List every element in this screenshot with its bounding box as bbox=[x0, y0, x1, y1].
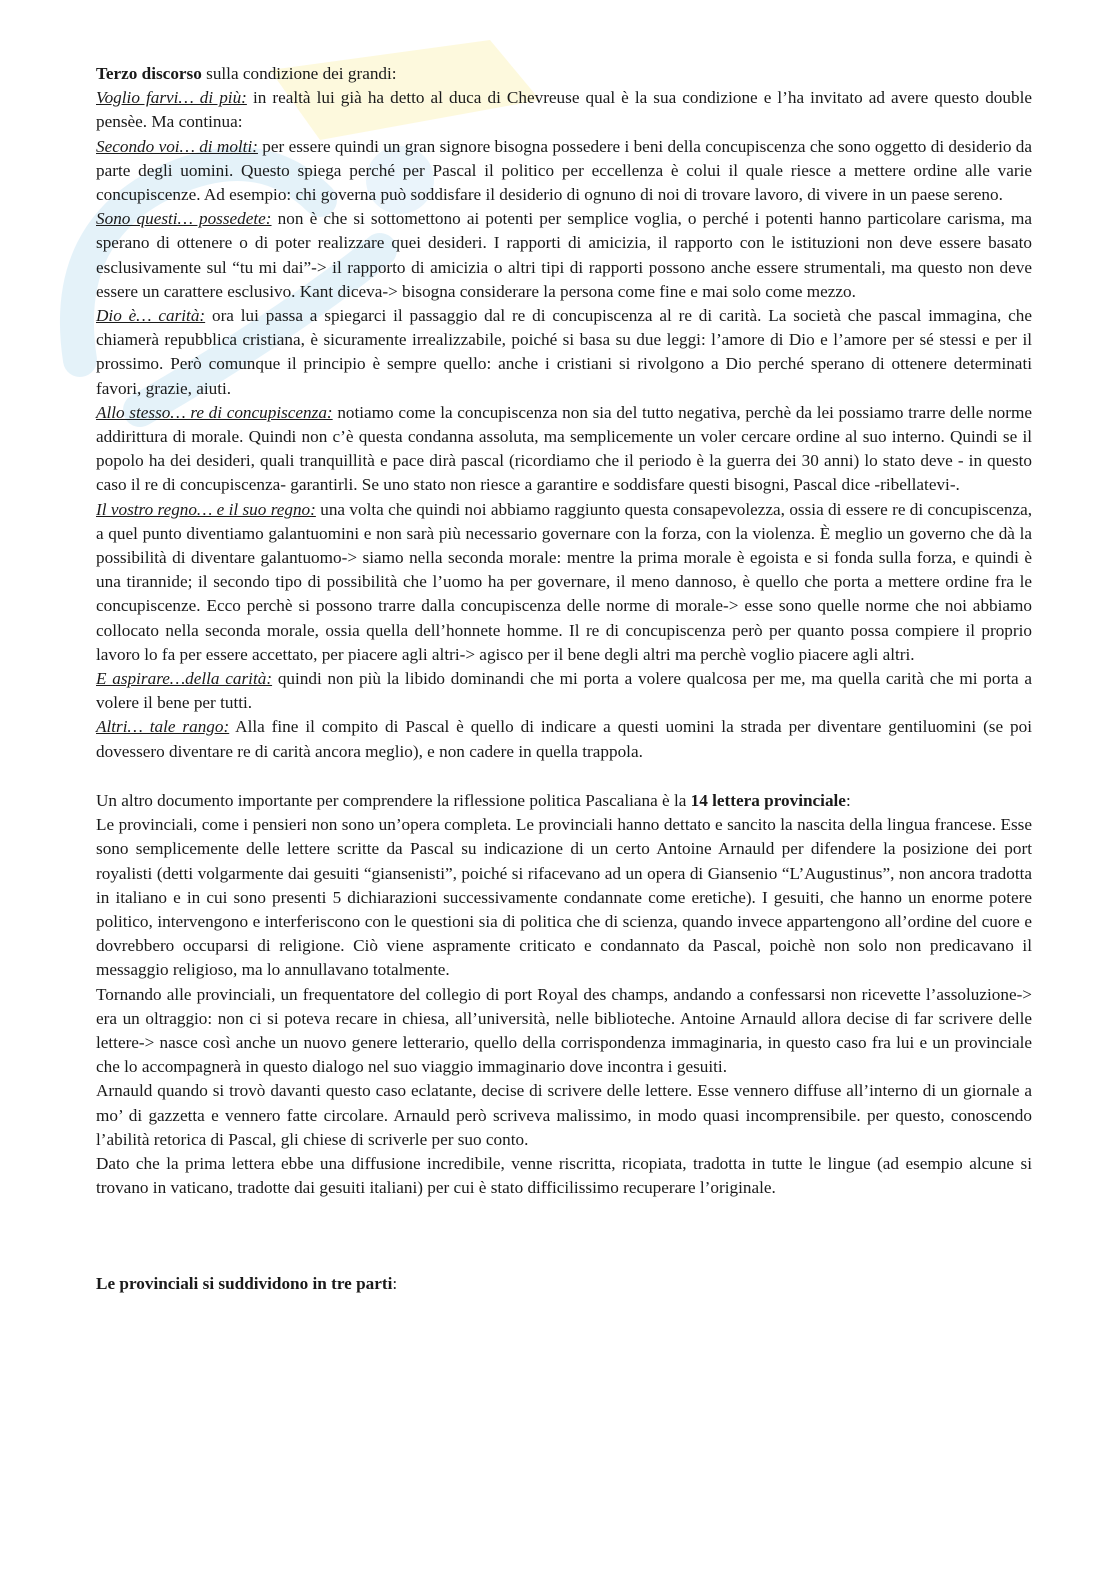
body-paragraph: Le provinciali, come i pensieri non sono un’opera completa. Le provinciali hanno dettato e sancito la nascita della lingua francese. Esse sono semplicemente delle lettere scritte da Pascal su indicazione di un certo Antoine Arnauld per difendere la posizione dei port royalisti (detti volgarmente dai gesuiti “giansenisti”, poiché si rifacevano ad un opera di Giansenio “L’Augustinus”, non ancora tradotta in italiano e in cui sono presenti 5 dichiarazioni successivamente condannate come eretiche). I gesuiti, che hanno un enorme potere politico, intervengono e interferiscono con le questioni sia di politica che di scienza, quando invece appartengono all’ordine del cuore e dovrebbero occuparsi di religione. Ciò viene aspramente criticato e condannato da Pascal, poichè non solo non predicavano il messaggio religioso, ma lo annullavano totalmente. bbox=[96, 815, 1032, 980]
quote-reference: Il vostro regno… e il suo regno: bbox=[96, 499, 316, 519]
quote-reference: Allo stesso… re di concupiscenza: bbox=[96, 402, 333, 422]
quote-reference: E aspirare…della carità: bbox=[96, 669, 273, 689]
commentary-paragraph: Altri… tale rango: Alla fine il compito di Pascal è quello di indicare a questi uomini la strada per diventare gentiluomini (se poi dovessero diventare re di carità ancora meglio), e non cadere in quella trappola. bbox=[96, 717, 1032, 761]
spacer bbox=[96, 1200, 1032, 1272]
commentary-paragraph: Voglio farvi… di più: in realtà lui già ha detto al duca di Chevreuse qual è la sua condizione e l’ha invitato ad avere questo double pensèe. Ma continua: bbox=[96, 88, 1032, 132]
spacer bbox=[96, 764, 1032, 789]
commentary-paragraph: Il vostro regno… e il suo regno: una volta che quindi noi abbiamo raggiunto questa consapevolezza, ossia di essere re di concupiscenza, a quel punto diventiamo galantuomini e non sarà più necessario governare con la forza, con la violenza. È meglio un governo che dà la possibilità di diventare galantuomo-> siamo nella seconda morale: mentre la prima morale è egoista e si fonda sulla forza, e quindi è una tirannide; il secondo tipo di possibilità che l’uomo ha per governare, il meno dannoso, è quello che porta a mettere ordine fra le concupiscenze. Ecco perchè si possono trarre dalla concupiscenza delle norme di morale-> esse sono quelle norme che noi abbiamo collocato nella seconda morale, ossia quella dell’honnete homme. Il re di concupiscenza però per quanto possa compiere il proprio lavoro lo fa per essere accettato, per piacere agli altri-> agisco per il bene degli altri ma perchè voglio piacere agli altri. bbox=[96, 499, 1032, 664]
commentary-paragraph: Dio è… carità: ora lui passa a spiegarci il passaggio dal re di concupiscenza al re di carità. La società che pascal immagina, che chiamerà repubblica cristiana, è sicuramente irrealizzabile, poiché si basa su due leggi: l’amore di Dio e l’amore per sé stessi e per il prossimo. Però comunque il principio è sempre quello: anche i cristiani si rivolgono a Dio perché sperano di ottenere determinati favori, grazie, aiuti. bbox=[96, 306, 1032, 398]
body-paragraph: Tornando alle provinciali, un frequentatore del collegio di port Royal des champs, andando a confessarsi non ricevette l’assoluzione-> era un oltraggio: non ci si poteva recare in chiesa, all’università, nelle biblioteche. Antoine Arnauld allora decise di far scrivere delle lettere-> nasce così anche un nuovo genere letterario, quello della corrispondenza immaginaria, in questo caso fra lui e un provinciale che lo accompagnerà in questo dialogo nel suo viaggio immaginario dove incontra i gesuiti. bbox=[96, 984, 1032, 1077]
quote-reference: Secondo voi… di molti: bbox=[96, 136, 258, 156]
quote-reference: Altri… tale rango: bbox=[96, 717, 230, 737]
body-paragraph: Arnauld quando si trovò davanti questo caso eclatante, decise di scrivere delle lettere. Esse vennero diffuse all’interno di un giornale a mo’ di gazzetta e vennero fatte circolare. Arnauld però scriveva malissimo, in modo quasi incomprensibile. per questo, conoscendo l’abilità retorica di Pascal, gli chiese di scriverle per suo conto. bbox=[96, 1081, 1032, 1149]
intro-paragraph: Un altro documento importante per comprendere la riflessione politica Pascaliana è la 14 lettera provinciale: bbox=[96, 790, 851, 810]
quote-reference: Sono questi… possedete: bbox=[96, 209, 272, 229]
commentary-paragraph: Allo stesso… re di concupiscenza: notiamo come la concupiscenza non sia del tutto negativa, perchè da lei possiamo trarre delle norme addirittura di morale. Quindi non c’è questa condanna assoluta, ma semplicemente un voler cercare ordine al suo interno. Quindi se il popolo ha dei desideri, quali tranquillità e pace dirà pascal (ricordiamo che il periodo è la guerra dei 30 anni) lo stato deve - in questo caso il re di concupiscenza- garantirli. Se uno stato non riesce a garantire e soddisfare questi bisogni, Pascal dice -ribellatevi-. bbox=[96, 402, 1032, 495]
quote-reference: Voglio farvi… di più: bbox=[96, 88, 247, 108]
commentary-paragraph: Secondo voi… di molti: per essere quindi un gran signore bisogna possedere i beni della concupiscenza che sono oggetto di desiderio da parte degli uomini. Questo spiega perché per Pascal il politico per eccellenza è colui il quale riesce a mettere ordine alle varie concupiscenze. Ad esempio: chi governa può soddisfare il desiderio di ognuno di noi di trovare lavoro, di vivere in un paese sereno. bbox=[96, 136, 1033, 205]
body-paragraph: Dato che la prima lettera ebbe una diffusione incredibile, venne riscritta, ricopiata, tradotta in tutte le lingue (ad esempio alcune si trovano in vaticano, tradotte dai gesuiti italiani) per cui è stato difficilissimo recuperare l’originale. bbox=[96, 1153, 1032, 1198]
document-page bbox=[96, 62, 1032, 1297]
commentary-paragraph: Sono questi… possedete: non è che si sottomettono ai potenti per semplice voglia, o perché i potenti hanno particolare carisma, ma sperano di ottenere o di poter realizzare quei desideri. I rapporti di amicizia, il rapporto con le istituzioni non deve essere basato esclusivamente sul “tu mi dai”-> il rapporto di amicizia o altri tipi di rapporti possono anche essere strumentali, ma questo non deve essere un carattere esclusivo. Kant diceva-> bisogna considerare la persona come fine e mai solo come mezzo. bbox=[96, 209, 1032, 301]
commentary-paragraph: E aspirare…della carità: quindi non più la libido dominandi che mi porta a volere qualcosa per me, ma quella carità che mi porta a volere il bene per tutti. bbox=[96, 669, 1032, 713]
quote-reference: Dio è… carità: bbox=[96, 306, 206, 326]
subsection-heading: Le provinciali si suddividono in tre parti: bbox=[96, 1274, 398, 1294]
section-heading: Terzo discorso sulla condizione dei grandi: bbox=[96, 64, 397, 83]
